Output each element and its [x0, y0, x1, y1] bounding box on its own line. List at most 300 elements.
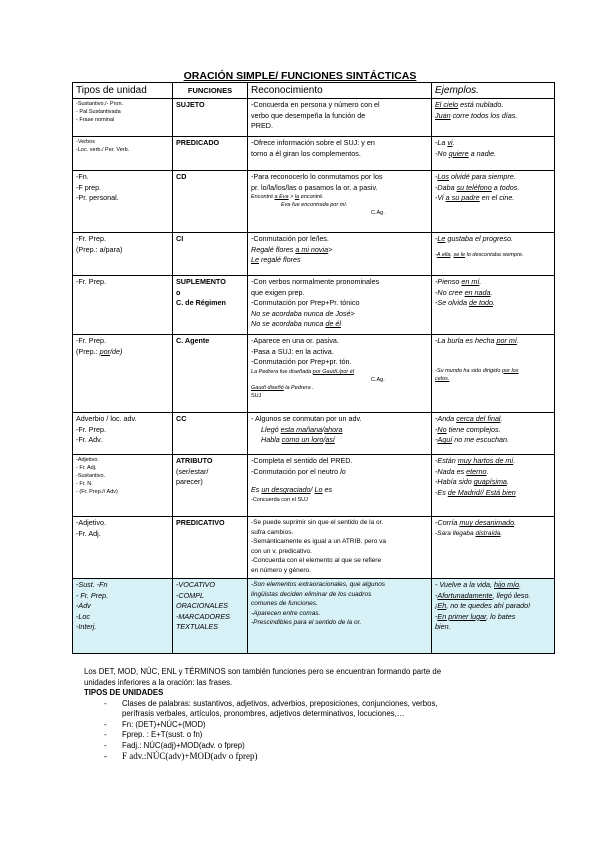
cell-reconocimiento — [248, 233, 432, 276]
rec-line: -Concuerda con el elemento al que se refiere — [251, 557, 382, 564]
example-text: gustaba el progreso. — [445, 234, 513, 243]
rec-line: verbo que desempeña la función de — [251, 110, 366, 120]
tipo-item: -Adjetivo. — [76, 457, 99, 463]
example-text: , llegó ileso. — [492, 590, 531, 600]
tipo-text: /de) — [109, 346, 123, 356]
example-line — [435, 298, 551, 309]
notes-heading: TIPOS DE UNIDADES — [84, 688, 164, 697]
rec-text: encontré. — [299, 194, 324, 201]
rec-example — [251, 425, 428, 436]
cell-reconocimiento — [248, 455, 432, 517]
example-text: -Se olvida — [435, 298, 469, 308]
table-row — [73, 99, 555, 137]
funcion-label: PREDICADO — [176, 138, 220, 147]
cell-tipos — [73, 99, 173, 137]
table-row — [73, 413, 555, 455]
rec-line: PRED. — [251, 121, 273, 131]
rec-line: - Algunos se conmutan por un adv. — [251, 414, 362, 423]
rec-highlight: ahora — [324, 424, 343, 434]
cell-ejemplos — [432, 413, 555, 455]
example-text: no me escuchan. — [452, 435, 509, 445]
cell-funcion — [173, 413, 248, 455]
rec-example — [251, 368, 428, 376]
example-highlight: Afortunadamente — [437, 590, 493, 600]
tipo-highlight: por — [99, 346, 110, 356]
tipo-item: -Fr. Adj. — [76, 528, 101, 538]
example-highlight: No — [437, 424, 447, 434]
example-line — [435, 456, 551, 467]
example-highlight: guapísima — [473, 477, 507, 487]
table-row — [73, 579, 555, 654]
funcion-label: PREDICATIVO — [176, 518, 225, 527]
rec-line: -Prescindibles para el sentido de la or. — [251, 619, 362, 626]
tipo-item: -Fr. Prep. — [76, 277, 106, 286]
rec-line — [251, 467, 428, 478]
table-row — [73, 455, 555, 517]
rec-example — [251, 485, 428, 496]
cell-tipos — [73, 233, 173, 276]
table-row — [73, 276, 555, 335]
example-text: -Vi — [435, 193, 446, 203]
rec-example — [251, 245, 428, 256]
funcion-label: TEXTUALES — [176, 622, 218, 632]
example-line — [435, 111, 551, 122]
example-line — [435, 149, 551, 160]
example-line — [435, 288, 551, 299]
rec-highlight: de él — [325, 319, 341, 329]
tipo-item: -Fr. Prep. — [76, 336, 106, 345]
example-text: . — [492, 298, 495, 308]
example-text: -Había sido — [435, 477, 474, 487]
example-text: . — [500, 529, 503, 537]
example-line — [435, 601, 551, 612]
cell-reconocimiento — [248, 579, 432, 654]
example-text: tiene complejos. — [446, 424, 501, 434]
note-paragraph: unidades inferiores a la oración: las frases. — [84, 677, 233, 687]
example-text: corre todos los días. — [450, 110, 518, 120]
rec-text: La Pedrera fue diseñada — [251, 368, 313, 375]
example-text: -Sara llegaba — [435, 529, 476, 537]
rec-text: No se acordaba nunca — [251, 319, 326, 329]
funcion-label: CI — [176, 234, 184, 243]
rec-example — [251, 384, 428, 392]
tipo-item: (Prep.: a/para) — [76, 244, 123, 254]
cell-reconocimiento — [248, 276, 432, 335]
example-line — [435, 467, 551, 478]
funcion-label: -COMPL — [176, 590, 204, 600]
funcion-label: parecer) — [176, 477, 203, 487]
cell-funcion — [173, 137, 248, 171]
example-line — [435, 414, 551, 425]
funcion-label: CD — [176, 172, 187, 181]
list-text: Clases de palabras: sustantivos, adjetivos, adverbios, preposiciones, conjunciones, verbos, — [122, 698, 438, 708]
cell-ejemplos — [432, 517, 555, 579]
rec-highlight: Le — [251, 255, 259, 265]
example-text: -Pienso — [435, 277, 462, 286]
rec-line: -Aparece en una or. pasiva. — [251, 336, 339, 345]
tipo-item: -Fr. Adv. — [76, 435, 103, 445]
rec-line: pr. lo/la/los/las o pasamos la or. a pasiv. — [251, 182, 378, 192]
cell-reconocimiento — [248, 517, 432, 579]
tipo-item: -Loc — [76, 611, 90, 621]
cell-ejemplos — [432, 171, 555, 233]
tipo-item: - Fr. Adj. — [76, 465, 97, 471]
tipo-item: -Fr. Prep. — [76, 234, 106, 243]
rec-line: -Conmutación por le/les. — [251, 234, 329, 243]
tipo-item: -F prep. — [76, 182, 102, 192]
tipo-item: -Sustantivo./- Pron. — [76, 101, 124, 107]
header-reconocimiento: Reconocimiento — [248, 83, 432, 99]
example-line — [435, 591, 551, 602]
example-text: ¡ — [435, 601, 438, 611]
example-highlight: Aquí — [437, 435, 453, 445]
cell-ejemplos — [432, 335, 555, 413]
example-line — [435, 375, 551, 383]
example-text: , — [450, 251, 454, 258]
table-row — [73, 335, 555, 413]
cell-reconocimiento — [248, 171, 432, 233]
rec-line: comunes de funciones. — [251, 600, 318, 607]
funcion-label: -MARCADORES — [176, 611, 230, 621]
example-highlight: Los — [437, 172, 449, 181]
example-line — [435, 488, 551, 499]
rec-highlight: a Eva — [274, 194, 289, 201]
rec-text: Llegó — [261, 424, 281, 434]
rec-text: Regalé flores — [251, 244, 296, 254]
tipo-item: -Sustantivo. — [76, 473, 106, 479]
example-highlight: celos. — [435, 375, 450, 382]
rec-text: > — [328, 244, 333, 254]
cell-funcion — [173, 276, 248, 335]
example-highlight: a su padre — [445, 193, 480, 203]
example-line — [435, 580, 551, 591]
header-ejemplos: Ejemplos. — [432, 83, 555, 99]
rec-text: -Conmutación por el neutro — [251, 466, 341, 476]
example-highlight: hijo mío — [494, 580, 520, 589]
example-line — [435, 234, 551, 245]
rec-highlight: Lo — [314, 485, 323, 495]
example-text: olvidé para siempre. — [449, 172, 516, 181]
rec-line: -Semánticamente es igual a un ATRIB. pero va — [251, 538, 387, 545]
rec-example — [251, 255, 428, 266]
tipo-item: -Loc. verb./ Per. Verb. — [76, 147, 130, 153]
rec-example — [251, 193, 428, 201]
tipo-item: -Verbos — [76, 139, 95, 145]
example-highlight: su teléfono — [456, 182, 492, 192]
funcion-label: C. Agente — [176, 336, 210, 345]
example-highlight: Eh — [437, 601, 447, 611]
example-text: - — [435, 251, 437, 258]
rec-highlight: lo — [340, 466, 346, 476]
rec-line: -Concuerda en persona y número con el — [251, 100, 380, 109]
cell-funcion — [173, 335, 248, 413]
example-text: -No — [435, 148, 449, 158]
rec-highlight: un desgraciado — [261, 485, 311, 495]
example-highlight: de todo — [468, 298, 493, 308]
rec-line: -Concuerda con el SUJ — [251, 496, 308, 503]
example-highlight: El cielo — [435, 100, 459, 109]
rec-example: No se acordaba nunca de José> — [251, 308, 355, 318]
funcion-label: ATRIBUTO — [176, 456, 213, 465]
cell-tipos — [73, 517, 173, 579]
funcion-label: -VOCATIVO — [176, 580, 216, 589]
example-text: a todos. — [491, 182, 520, 192]
example-text: . — [490, 287, 493, 297]
example-line: bien. — [435, 622, 451, 632]
functions-table — [72, 82, 555, 654]
example-text: . — [506, 477, 509, 487]
table-row — [73, 137, 555, 171]
rec-line: sufra cambios. — [251, 528, 294, 536]
example-highlight: En primer lugar — [437, 611, 487, 621]
example-highlight: vi — [447, 138, 453, 147]
example-text: , no te quedes ahí parado! — [446, 601, 531, 611]
example-highlight: en mí — [461, 277, 480, 286]
list-text: perífrasis verbales, artículos, pronombres, adjetivos determinativos, locuciones,… — [122, 709, 405, 718]
example-line — [435, 367, 551, 375]
funcion-label: CC — [176, 414, 187, 423]
rec-line: torno a él giran los complementos. — [251, 148, 361, 158]
tipo-item: -Pr. personal. — [76, 193, 119, 203]
rec-text: Es — [251, 485, 262, 495]
table-row — [73, 517, 555, 579]
tipo-item: -Sust. -Fn — [76, 580, 108, 589]
rec-line: -Son elementos extraoracionales, que algunos — [251, 581, 386, 588]
header-funciones: FUNCIONES — [173, 83, 248, 99]
unit-types-list — [84, 699, 554, 762]
example-text: -La burla es hecha — [435, 336, 497, 345]
example-text: a nadie. — [468, 148, 497, 158]
example-text: - — [435, 611, 438, 621]
example-line — [435, 425, 551, 436]
example-text: -Su mundo ha sido dirigido — [435, 367, 502, 374]
cell-ejemplos — [432, 276, 555, 335]
funcion-label: SUPLEMENTO — [176, 277, 226, 286]
example-highlight: en nada — [464, 287, 491, 297]
cell-reconocimiento — [248, 413, 432, 455]
example-text: - — [435, 435, 438, 445]
example-highlight: eterno — [466, 466, 487, 476]
example-text: lo descontaba siempre. — [465, 251, 524, 258]
cell-tipos — [73, 137, 173, 171]
example-text: -Es — [435, 487, 448, 497]
rec-line: en número y género. — [251, 566, 311, 574]
rec-line: -Se puede suprimir sin que el sentido de la or. — [251, 519, 384, 526]
header-row — [73, 83, 555, 99]
example-text: - — [435, 424, 438, 434]
example-text: . — [519, 580, 522, 589]
example-highlight: muy hartos de mí — [457, 456, 514, 465]
example-highlight: A ella — [436, 251, 451, 258]
tipo-text: (Prep.: — [76, 346, 100, 356]
rec-highlight: a mi novia — [295, 244, 329, 254]
example-highlight: Le — [437, 234, 446, 243]
example-text: -Daba — [435, 182, 457, 192]
example-text: - — [435, 172, 438, 181]
tipo-item: - Fr. N. — [76, 481, 93, 487]
example-line — [435, 612, 551, 623]
example-line — [435, 518, 551, 529]
cell-tipos — [73, 276, 173, 335]
tipo-item: -Interj. — [76, 622, 97, 632]
cell-tipos — [73, 455, 173, 517]
rec-text: / — [323, 435, 326, 445]
cell-tipos — [73, 171, 173, 233]
list-item: - Fn: (DET)+NÚC+(MOD) — [84, 720, 554, 731]
example-highlight: se le — [453, 251, 466, 258]
cell-tipos — [73, 579, 173, 654]
example-text: -No cree — [435, 287, 465, 297]
funcion-label: o — [176, 287, 181, 297]
cell-ejemplos — [432, 579, 555, 654]
tipo-item: - Frase nominal — [76, 117, 115, 123]
tipo-item: -Adjetivo. — [76, 518, 106, 527]
rec-text: la Pedrera . — [283, 384, 314, 391]
example-highlight: quiere — [448, 148, 469, 158]
example-highlight: Juan — [435, 110, 451, 120]
example-text: . — [452, 138, 455, 147]
page-title: ORACIÓN SIMPLE/ FUNCIONES SINTÁCTICAS — [183, 70, 417, 82]
example-text: - — [435, 590, 438, 600]
cell-ejemplos — [432, 137, 555, 171]
example-highlight: por los — [501, 367, 519, 374]
tipo-item: - (Fr. Prep.// Adv) — [76, 489, 118, 495]
example-highlight: muy desanimado — [459, 518, 515, 527]
cell-funcion — [173, 455, 248, 517]
example-text: . — [500, 414, 503, 423]
example-text: -Corría — [435, 518, 460, 527]
example-line — [435, 193, 551, 204]
tipo-item — [76, 347, 169, 358]
cell-funcion — [173, 233, 248, 276]
rec-text: regalé flores — [259, 255, 301, 265]
example-highlight: por mí — [496, 336, 517, 345]
tipo-item: -Fr. Prep. — [76, 424, 106, 434]
list-item: - Fadj.: NÚC(adj)+MOD(adv. o fprep) — [84, 741, 554, 752]
table-row — [73, 171, 555, 233]
tipo-item: Adverbio / loc. adv. — [76, 414, 137, 423]
cell-reconocimiento — [248, 99, 432, 137]
example-highlight: cerca del final — [456, 414, 501, 423]
list-item: - F adv.:NÚC(adv)+MOD(adv o fprep) — [84, 751, 554, 762]
example-text: . — [479, 277, 482, 286]
rec-line: -Completa el sentido del PRED. — [251, 456, 353, 465]
funcion-label: (ser/estar/ — [176, 466, 209, 476]
rec-line: que exigen prep. — [251, 287, 305, 297]
example-line — [435, 183, 551, 194]
example-highlight: de Madrid// Está bien — [447, 487, 516, 497]
funcion-label: C. de Régimen — [176, 298, 226, 308]
rec-text: es — [322, 485, 333, 495]
example-line — [435, 529, 551, 539]
rec-text: / — [310, 485, 315, 495]
rec-highlight: por Gaudí./por él — [312, 368, 355, 375]
example-line — [435, 100, 551, 111]
example-text: - — [435, 234, 438, 243]
example-text: -La — [435, 138, 448, 147]
example-text: . — [516, 336, 519, 345]
rec-line: con un v. predicativo. — [251, 547, 312, 555]
example-line — [435, 251, 551, 259]
tipo-item: -Adv — [76, 601, 91, 611]
cell-funcion — [173, 517, 248, 579]
note-paragraph: Los DET, MOD, NÚC, ENL y TÉRMINOS son también funciones pero se encuentran formando parte de — [84, 667, 442, 676]
header-tipos: Tipos de unidad — [73, 83, 173, 99]
rec-line: -Conmutación por Prep+pr. tón. — [251, 357, 352, 367]
rec-highlight: esta mañana — [280, 424, 323, 434]
rec-text: / — [322, 424, 325, 434]
cell-reconocimiento — [248, 137, 432, 171]
tipo-item: - Fr. Prep. — [76, 590, 109, 600]
example-text: . — [513, 456, 516, 465]
example-text: , lo bates — [486, 611, 516, 621]
rec-highlight: así — [325, 435, 335, 445]
example-line — [435, 477, 551, 488]
rec-label: C.Ag. — [371, 210, 385, 217]
rec-example: Eva fue encontrada por mí. — [281, 202, 348, 209]
example-text: . — [514, 518, 517, 527]
rec-highlight: como un loro — [281, 435, 324, 445]
rec-example — [251, 435, 428, 446]
example-line — [435, 435, 551, 446]
tipo-item: -Fn. — [76, 172, 89, 181]
cell-funcion — [173, 579, 248, 654]
example-text: . — [486, 466, 489, 476]
rec-line: -Para reconocerlo lo conmutamos por los — [251, 172, 383, 181]
rec-line: -Pasa a SUJ: en la activa. — [251, 346, 334, 356]
rec-label: SUJ — [251, 392, 262, 399]
tipo-item: - Pal.Sustantivada — [76, 109, 121, 115]
example-text: -Nada es — [435, 466, 467, 476]
cell-funcion — [173, 171, 248, 233]
rec-text: > — [288, 194, 295, 201]
example-highlight: distraída — [475, 529, 501, 537]
example-line — [435, 172, 551, 183]
rec-line: -Aparecen entre comas. — [251, 609, 321, 617]
example-line — [435, 138, 551, 149]
rec-line: -Conmutación por Prep+Pr. tónico — [251, 298, 360, 308]
example-line — [435, 277, 551, 288]
cell-ejemplos — [432, 455, 555, 517]
rec-label: C.Ag. — [371, 376, 385, 383]
cell-ejemplos — [432, 99, 555, 137]
notes-section — [84, 667, 554, 762]
funcion-label: SUJETO — [176, 100, 205, 109]
example-text: -Están — [435, 456, 458, 465]
cell-tipos — [73, 335, 173, 413]
table-row — [73, 233, 555, 276]
funcion-label: ORACIONALES — [176, 601, 228, 611]
rec-text: Habla — [261, 435, 282, 445]
cell-tipos — [73, 413, 173, 455]
rec-line: -Ofrece información sobre el SUJ: y en — [251, 138, 375, 147]
example-text: está nublado. — [458, 100, 504, 109]
cell-ejemplos — [432, 233, 555, 276]
rec-example — [251, 319, 428, 330]
rec-line: lingüistas deciden eliminar de los cuadros — [251, 590, 372, 598]
rec-highlight: Gaudí diseñó — [251, 384, 284, 391]
example-line — [435, 336, 551, 347]
example-text: en el cine. — [479, 193, 515, 203]
example-text: - Vuelve a la vida, — [435, 580, 494, 589]
list-item: - Fprep. : E+T(sust. o fn) — [84, 730, 554, 741]
example-text: -Anda — [435, 414, 457, 423]
list-item — [84, 699, 554, 720]
rec-highlight: la — [294, 194, 300, 201]
cell-reconocimiento — [248, 335, 432, 413]
rec-line: -Con verbos normalmente pronominales — [251, 277, 380, 286]
rec-text: Encontré — [251, 194, 275, 201]
